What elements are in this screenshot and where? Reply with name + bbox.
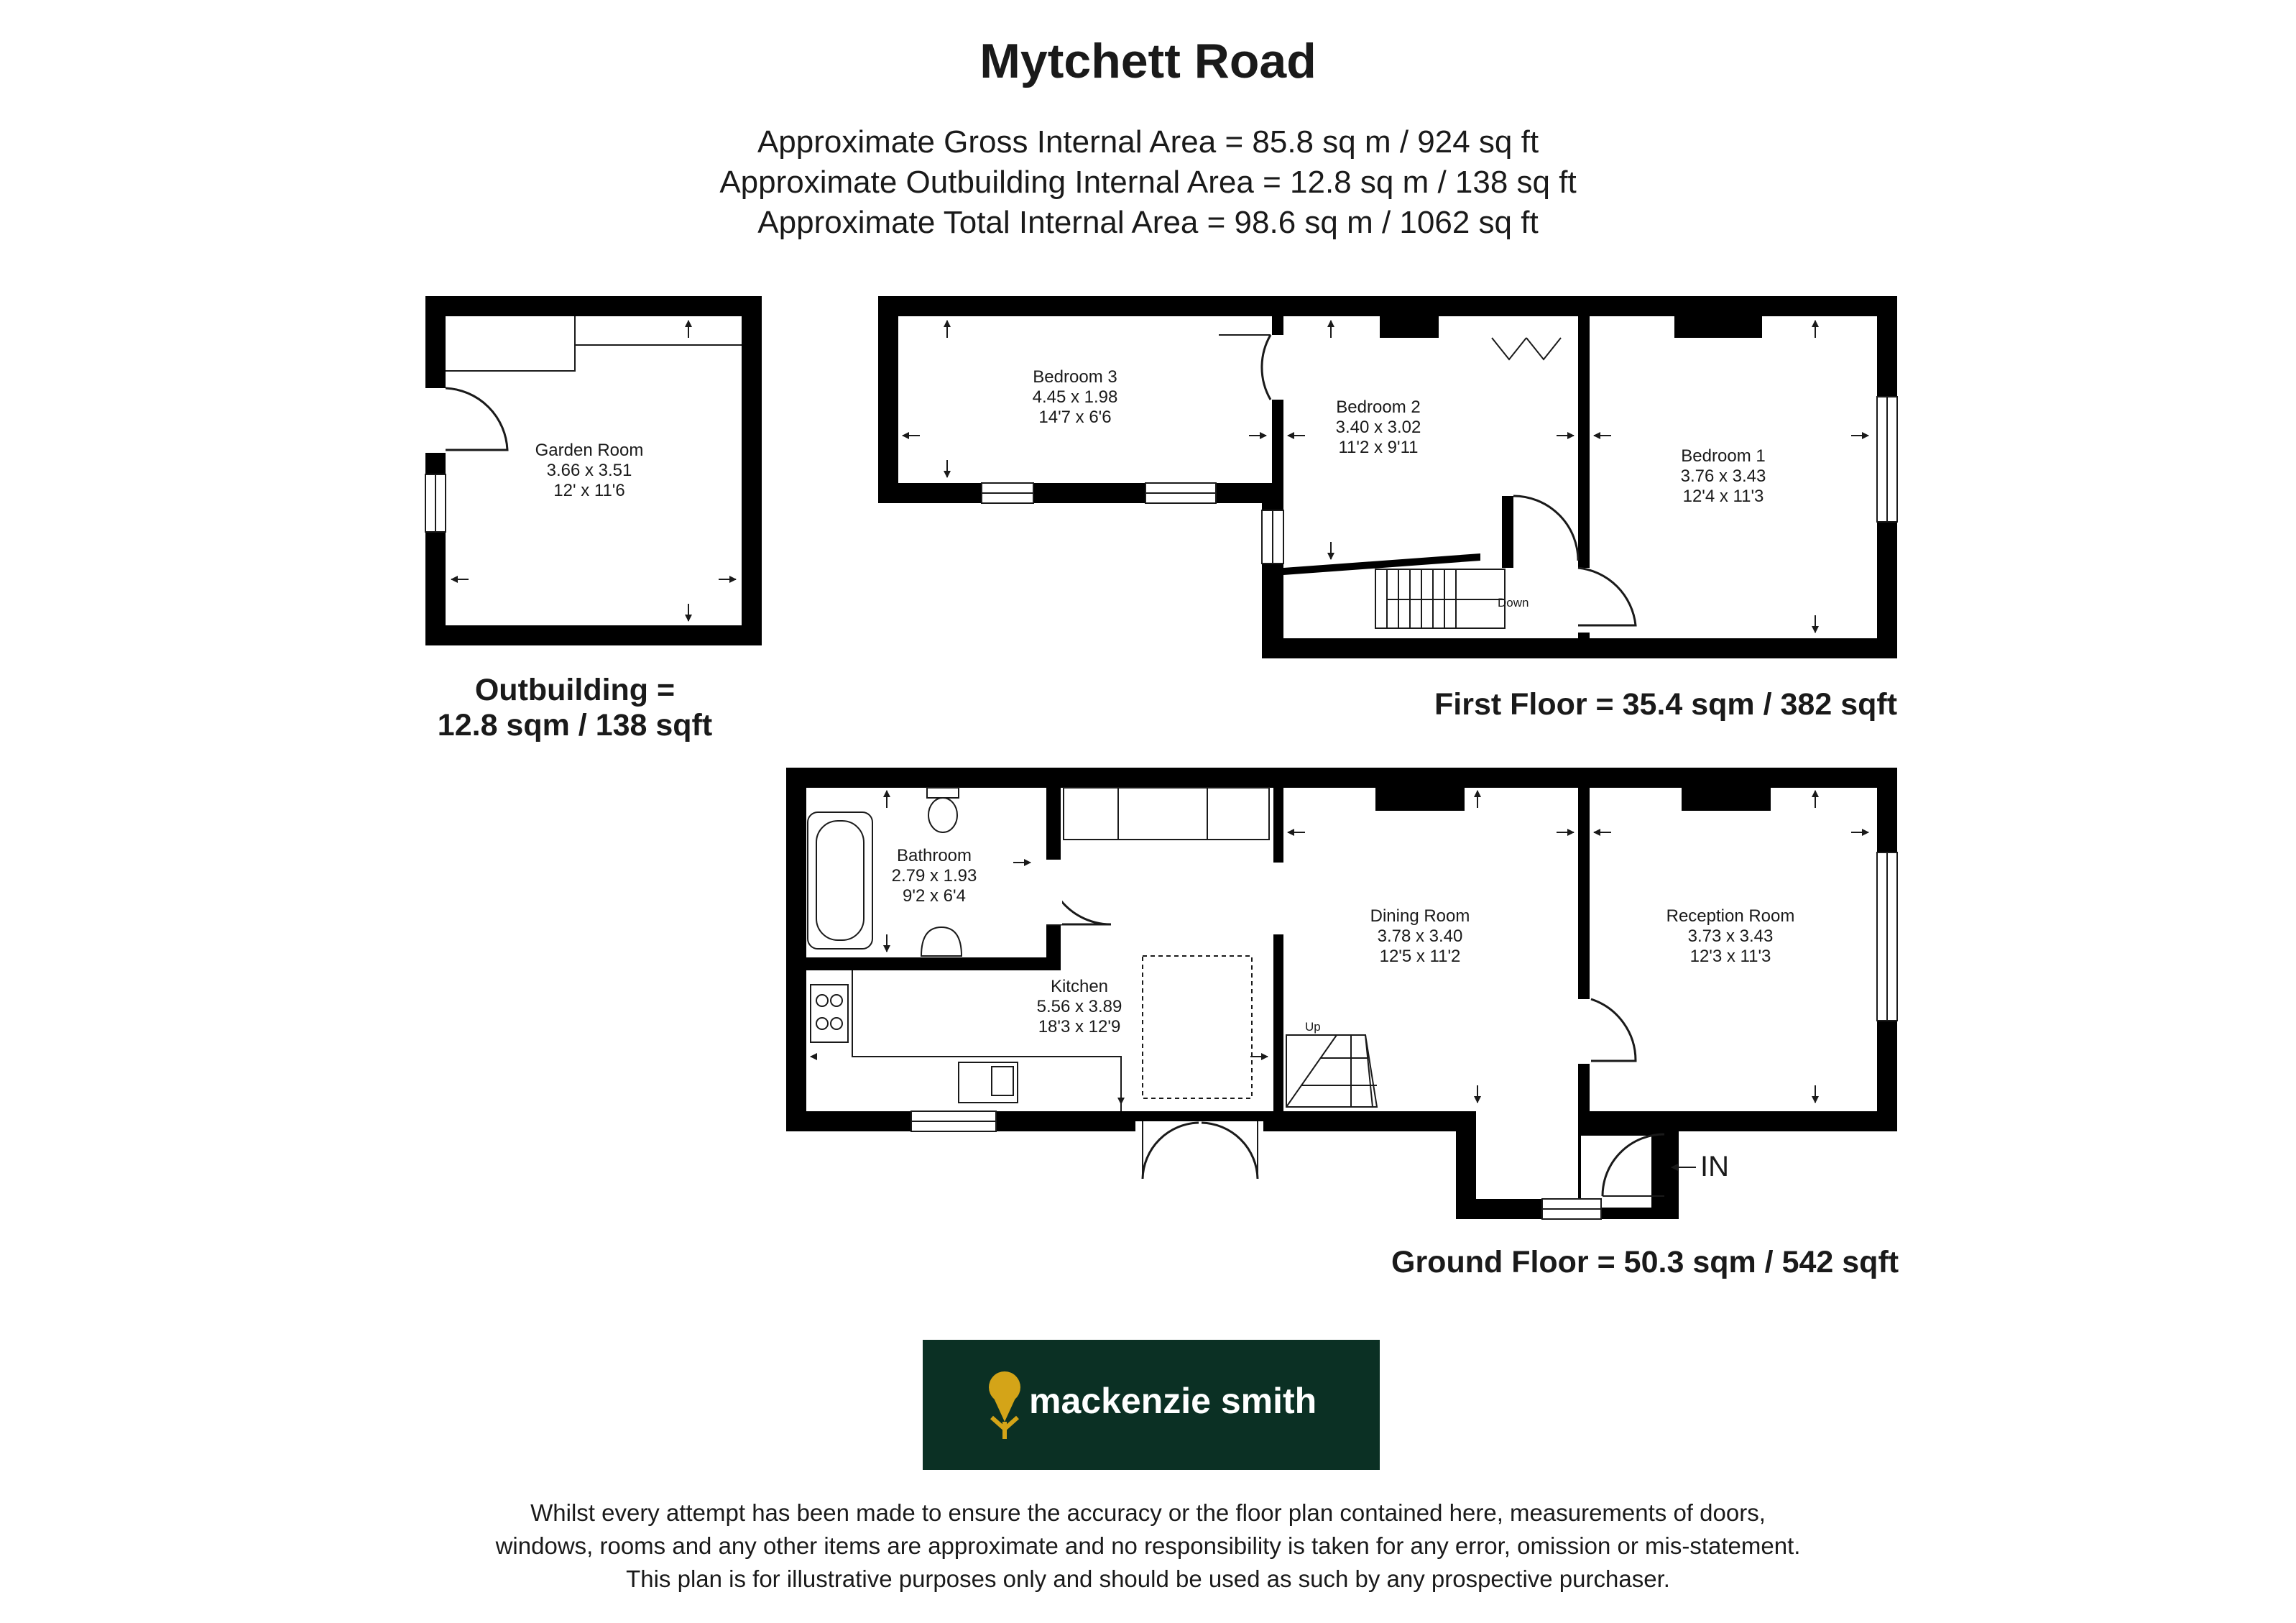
sink-icon <box>959 1062 1018 1103</box>
kitchen-imperial: 18'3 x 12'9 <box>1038 1017 1121 1036</box>
ground-floor-plan <box>786 768 1897 1219</box>
disclaimer-line-1: Whilst every attempt has been made to ensure the accuracy or the floor plan contained here, measurements of doors, <box>530 1499 1766 1526</box>
bedroom3-name: Bedroom 3 <box>1033 367 1117 387</box>
reception-room-imperial: 12'3 x 11'3 <box>1689 947 1771 966</box>
agent-logo <box>923 1340 1380 1470</box>
kitchen-name: Kitchen <box>1050 977 1109 996</box>
reception-room-metric: 3.73 x 3.43 <box>1687 927 1774 946</box>
ground-floor-area-label: Ground Floor = 50.3 sqm / 542 sqft <box>1391 1245 1899 1279</box>
entrance-label: IN <box>1700 1151 1729 1182</box>
bedroom3-metric: 4.45 x 1.98 <box>1032 387 1118 407</box>
outbuilding-label-line1: Outbuilding = <box>474 673 676 707</box>
garden-room-metric: 3.66 x 3.51 <box>546 461 632 480</box>
garden-room-name: Garden Room <box>535 441 644 460</box>
bedroom2-floor <box>1283 316 1578 561</box>
dining-room-imperial: 12'5 x 11'2 <box>1379 947 1461 966</box>
hob-icon <box>811 985 848 1042</box>
entrance-hall-floor <box>1476 1107 1578 1199</box>
bedroom1-name: Bedroom 1 <box>1681 446 1766 466</box>
bedroom2-metric: 3.40 x 3.02 <box>1335 418 1421 437</box>
bathroom-metric: 2.79 x 1.93 <box>891 866 977 886</box>
outbuilding-plan <box>424 296 762 645</box>
bedroom1-imperial: 12'4 x 11'3 <box>1682 487 1764 506</box>
bedroom2-name: Bedroom 2 <box>1336 397 1421 417</box>
first-floor-plan <box>878 296 1897 658</box>
disclaimer <box>0 1496 2296 1596</box>
outbuilding-label-line2: 12.8 sqm / 138 sqft <box>437 708 713 742</box>
outbuilding-area-label <box>424 673 726 743</box>
stairs-down <box>1375 569 1505 628</box>
disclaimer-line-2: windows, rooms and any other items are approximate and no responsibility is taken for any error, omission or mis-statement. <box>495 1532 1801 1559</box>
stairs-up-label: Up <box>1305 1020 1321 1034</box>
bedroom2-imperial: 11'2 x 9'11 <box>1338 438 1419 457</box>
toilet-icon <box>928 798 957 832</box>
outbuilding-area-line: Approximate Outbuilding Internal Area = 12.8 sq m / 138 sq ft <box>719 165 1577 200</box>
kitchen-metric: 5.56 x 3.89 <box>1036 997 1122 1016</box>
total-area-line: Approximate Total Internal Area = 98.6 sq m / 1062 sq ft <box>757 205 1539 240</box>
page-title: Mytchett Road <box>979 34 1317 88</box>
bedroom1-metric: 3.76 x 3.43 <box>1680 466 1766 486</box>
bathroom-imperial: 9'2 x 6'4 <box>903 886 966 906</box>
first-floor-area-label: First Floor = 35.4 sqm / 382 sqft <box>1434 687 1898 722</box>
gross-area-line: Approximate Gross Internal Area = 85.8 sq m / 924 sq ft <box>757 124 1539 160</box>
dining-room-metric: 3.78 x 3.40 <box>1377 927 1463 946</box>
garden-room-imperial: 12' x 11'6 <box>553 481 625 500</box>
garden-door-opening <box>424 388 447 453</box>
stairs-down-label: Down <box>1498 596 1529 610</box>
disclaimer-line-3: This plan is for illustrative purposes only and should be used as such by any prospective purchaser. <box>626 1565 1670 1592</box>
dining-room-name: Dining Room <box>1370 906 1470 926</box>
reception-room-name: Reception Room <box>1666 906 1795 926</box>
bathroom-name: Bathroom <box>896 846 972 865</box>
bath-icon <box>808 812 872 949</box>
bedroom3-imperial: 14'7 x 6'6 <box>1038 408 1112 427</box>
agent-name: mackenzie smith <box>1029 1381 1317 1421</box>
